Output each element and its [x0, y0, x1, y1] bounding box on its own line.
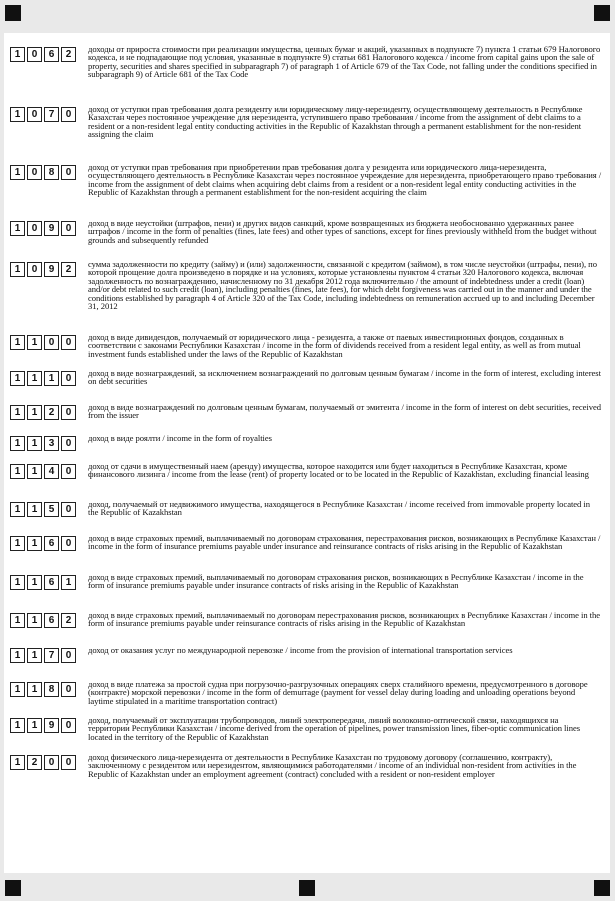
- code-digit-cell: 0: [61, 648, 76, 663]
- code-cells: [10, 165, 78, 180]
- code-digit-cell: 1: [27, 502, 42, 517]
- code-description: доход от уступки прав требования долга резиденту или юридическому лицу-нерезиденту, осуществляющему деятельность в Республике Казахстан через постоянное учреждение для нерезидента, уступившего право требования / income from the assignment of debt claims to a resident or a non-resident legal entity conducting activities in the Republic of Kazakhstan through a permanent establishment for the non-resident assigning the claim: [88, 104, 583, 140]
- code-digit-cell: 1: [27, 335, 42, 350]
- code-row: [10, 500, 602, 517]
- code-cells: [10, 47, 78, 62]
- code-digit-cell: 2: [27, 755, 42, 770]
- code-digit-cell: 1: [10, 536, 25, 551]
- code-row: [10, 403, 602, 420]
- code-cells: [10, 262, 78, 277]
- code-digit-cell: 1: [10, 262, 25, 277]
- code-digit-cell: 2: [61, 613, 76, 628]
- code-description: доход физического лица-нерезидента от деятельности в Республике Казахстан по трудовому договору (соглашению, контракту), заключенному с резидентом или нерезидентом, являющимися работодателями / income of an individual non-resident from activities in the Republic of Kazakhstan under an employment agreement (contract) concluded with a resident or non-resident employer: [88, 752, 577, 779]
- code-cells: [10, 464, 78, 479]
- code-description: доход в виде страховых премий, выплачиваемый по договорам перестрахования рисков, возникающих в Республике Казахстан / income in the form of insurance premiums payable under reinsurance contracts of risks arising in the Republic of Kazakhstan: [88, 610, 601, 629]
- code-digit-cell: 6: [44, 536, 59, 551]
- code-row: [10, 753, 602, 778]
- code-digit-cell: 0: [61, 371, 76, 386]
- code-digit-cell: 0: [61, 718, 76, 733]
- code-description: доход в виде неустойки (штрафов, пени) и других видов санкций, кроме возвращенных из бюджета необоснованно удержанных ранее штрафов / income in the form of penalties (fines, late fees) and other types of sanctions, except for fines previously withheld from the budget without grounds and subsequently refunded: [88, 218, 597, 245]
- code-cells: [10, 718, 78, 733]
- code-digit-cell: 1: [10, 575, 25, 590]
- code-digit-cell: 1: [10, 436, 25, 451]
- code-row: [10, 716, 602, 741]
- corner-marker-bottom-right: [594, 880, 610, 896]
- code-description: доходы от прироста стоимости при реализации имущества, ценных бумаг и акций, указанных в подпункте 7) пункта 1 статьи 679 Налогового кодекса, и не подпадающие под условия, указанные в подпункте 9) статьи 681 Налогового кодекса / income from capital gains upon the sale of property, securities and shares specified in subparagraph 7) of paragraph 1 of Article 679 of the Tax Code, not falling under the conditions specified in subparagraph 9) of Article 681 of the Tax Code: [88, 44, 601, 80]
- code-description: доход, получаемый от эксплуатации трубопроводов, линий электропередачи, линий волоконно-оптической связи, находящихся на территории Республики Казахстан / income derived from the operation of pipelines, power transmission lines, fiber-optic communication lines located in the territory of the Republic of Kazakhstan: [88, 715, 581, 742]
- code-digit-cell: 1: [27, 436, 42, 451]
- code-digit-cell: 1: [10, 165, 25, 180]
- code-row: [10, 369, 602, 386]
- code-digit-cell: 0: [44, 335, 59, 350]
- code-digit-cell: 1: [27, 648, 42, 663]
- code-digit-cell: 1: [27, 613, 42, 628]
- code-digit-cell: 8: [44, 682, 59, 697]
- code-cells: [10, 613, 78, 628]
- code-cells: [10, 371, 78, 386]
- code-row: [10, 611, 602, 628]
- code-digit-cell: 1: [10, 502, 25, 517]
- corner-marker-top-right: [594, 5, 610, 21]
- code-digit-cell: 1: [44, 371, 59, 386]
- code-digit-cell: 0: [27, 221, 42, 236]
- code-digit-cell: 1: [10, 464, 25, 479]
- code-digit-cell: 8: [44, 165, 59, 180]
- code-digit-cell: 0: [61, 755, 76, 770]
- code-row: [10, 260, 602, 310]
- code-digit-cell: 1: [27, 536, 42, 551]
- code-row: [10, 434, 602, 451]
- code-description: доход в виде роялти / income in the form of royalties: [88, 433, 272, 443]
- code-digit-cell: 6: [44, 613, 59, 628]
- code-description: доход в виде вознаграждений, за исключением вознаграждений по долговым ценным бумагам / income in the form of interest, excluding interest on debt securities: [88, 368, 601, 387]
- code-digit-cell: 0: [27, 165, 42, 180]
- code-digit-cell: 7: [44, 648, 59, 663]
- code-digit-cell: 1: [27, 718, 42, 733]
- code-digit-cell: 1: [27, 682, 42, 697]
- code-digit-cell: 0: [61, 221, 76, 236]
- code-digit-cell: 0: [61, 335, 76, 350]
- code-digit-cell: 1: [61, 575, 76, 590]
- code-digit-cell: 0: [61, 107, 76, 122]
- code-digit-cell: 6: [44, 47, 59, 62]
- code-digit-cell: 1: [10, 107, 25, 122]
- code-cells: [10, 221, 78, 236]
- code-digit-cell: 1: [10, 682, 25, 697]
- code-digit-cell: 1: [27, 464, 42, 479]
- code-cells: [10, 502, 78, 517]
- code-cells: [10, 405, 78, 420]
- code-digit-cell: 1: [27, 371, 42, 386]
- code-row: [10, 534, 602, 551]
- code-digit-cell: 1: [10, 405, 25, 420]
- code-digit-cell: 2: [44, 405, 59, 420]
- center-marker-bottom: [299, 880, 315, 896]
- code-row: [10, 333, 602, 358]
- code-digit-cell: 0: [61, 682, 76, 697]
- code-digit-cell: 9: [44, 262, 59, 277]
- corner-marker-bottom-left: [5, 880, 21, 896]
- code-cells: [10, 648, 78, 663]
- code-digit-cell: 0: [61, 405, 76, 420]
- code-cells: [10, 682, 78, 697]
- code-digit-cell: 9: [44, 718, 59, 733]
- code-digit-cell: 1: [10, 47, 25, 62]
- code-digit-cell: 3: [44, 436, 59, 451]
- code-row: [10, 219, 602, 244]
- code-description: доход от уступки прав требования при приобретении прав требования долга у резидента или юридического лица-нерезидента, осуществляющего деятельность в Республике Казахстан через постоянное учреждение для нерезидента, приобретающего право требования / income from the assignment of debt claims when acquiring debt claims from a resident or a non-resident legal entity conducting activities in the Republic of Kazakhstan through a permanent establishment for the non-resident acquiring the claim: [88, 162, 602, 198]
- code-digit-cell: 2: [61, 47, 76, 62]
- code-digit-cell: 9: [44, 221, 59, 236]
- code-digit-cell: 1: [27, 575, 42, 590]
- code-row: [10, 45, 602, 79]
- code-description: доход в виде вознаграждений по долговым ценным бумагам, получаемый от эмитента / income in the form of interest on debt securities, received from the issuer: [88, 402, 601, 421]
- code-description: доход, получаемый от недвижимого имущества, находящегося в Республике Казахстан / income received from immovable property located in the Republic of Kazakhstan: [88, 499, 590, 518]
- code-digit-cell: 0: [61, 536, 76, 551]
- code-digit-cell: 2: [61, 262, 76, 277]
- code-digit-cell: 0: [61, 464, 76, 479]
- code-digit-cell: 7: [44, 107, 59, 122]
- code-description: доход в виде страховых премий, выплачиваемый по договорам страхования рисков, возникающих в Республике Казахстан / income in the form of insurance premiums payable under insurance contracts of risks arising in the Republic of Kazakhstan: [88, 572, 584, 591]
- code-digit-cell: 0: [27, 47, 42, 62]
- code-digit-cell: 6: [44, 575, 59, 590]
- code-cells: [10, 107, 78, 122]
- code-cells: [10, 536, 78, 551]
- code-description: доход от оказания услуг по международной перевозке / income from the provision of international transportation services: [88, 645, 513, 655]
- code-digit-cell: 1: [10, 613, 25, 628]
- code-cells: [10, 575, 78, 590]
- code-row: [10, 680, 602, 705]
- code-cells: [10, 335, 78, 350]
- code-digit-cell: 0: [61, 502, 76, 517]
- code-digit-cell: 1: [27, 405, 42, 420]
- code-description: доход в виде дивидендов, получаемый от юридического лица - резидента, а также от паевых инвестиционных фондов, созданных в соответствии с законами Республики Казахстан / income in the form of dividends received from a resident legal entity, as well as from mutual investment funds established under the laws of the Republic of Kazakhstan: [88, 332, 581, 359]
- code-digit-cell: 0: [27, 262, 42, 277]
- code-digit-cell: 4: [44, 464, 59, 479]
- code-description: сумма задолженности по кредиту (займу) и (или) задолженности, связанной с кредитом (займом), в том числе неустойки (штрафы, пени), по которой прощение долга произведено в порядке и на условиях, которые установлены пунктом 4 статьи 320 Налогового кодекса, включая задолженность по вознаграждению, начисленному по 31 декабря 2012 года включительно / the amount of indebtedness under a credit (loan) and/or debt related to such credit (loan), including penalties (fines, late fees), for which debt forgiveness was carried out in the manner and under the conditions established by paragraph 4 of Article 320 of the Tax Code, including indebtedness on remuneration accrued up to and including December 31, 2012: [88, 259, 597, 312]
- code-digit-cell: 1: [10, 221, 25, 236]
- code-digit-cell: 1: [10, 648, 25, 663]
- code-digit-cell: 0: [27, 107, 42, 122]
- code-digit-cell: 0: [44, 755, 59, 770]
- form-content: [4, 33, 610, 873]
- code-digit-cell: 1: [10, 371, 25, 386]
- code-row: [10, 163, 602, 197]
- code-digit-cell: 1: [10, 335, 25, 350]
- code-row: [10, 573, 602, 590]
- code-digit-cell: 0: [61, 165, 76, 180]
- code-digit-cell: 0: [61, 436, 76, 451]
- code-cells: [10, 755, 78, 770]
- code-description: доход в виде страховых премий, выплачиваемый по договорам страхования, перестрахования рисков, возникающих в Республике Казахстан / income in the form of insurance premiums payable under insurance and reinsurance contracts of risks arising in the Republic of Kazakhstan: [88, 533, 601, 552]
- code-digit-cell: 5: [44, 502, 59, 517]
- code-description: доход от сдачи в имущественный наем (аренду) имущества, которое находится или будет находиться в Республике Казахстан, кроме финансового лизинга / income from the lease (rent) of property located or to be located in the Republic of Kazakhstan, excluding financial leasing: [88, 461, 589, 480]
- code-digit-cell: 1: [10, 755, 25, 770]
- code-row: [10, 646, 602, 663]
- corner-marker-top-left: [5, 5, 21, 21]
- code-digit-cell: 1: [10, 718, 25, 733]
- code-row: [10, 105, 602, 139]
- code-description: доход в виде платежа за простой судна при погрузочно-разгрузочных операциях сверх сталийного времени, предусмотренного в договоре (контракте) морской перевозки / income in the form of demurrage (payment for vessel delay during loading and unloading operations beyond laytime stipulated in a maritime transportation contract): [88, 679, 588, 706]
- code-cells: [10, 436, 78, 451]
- code-row: [10, 462, 602, 479]
